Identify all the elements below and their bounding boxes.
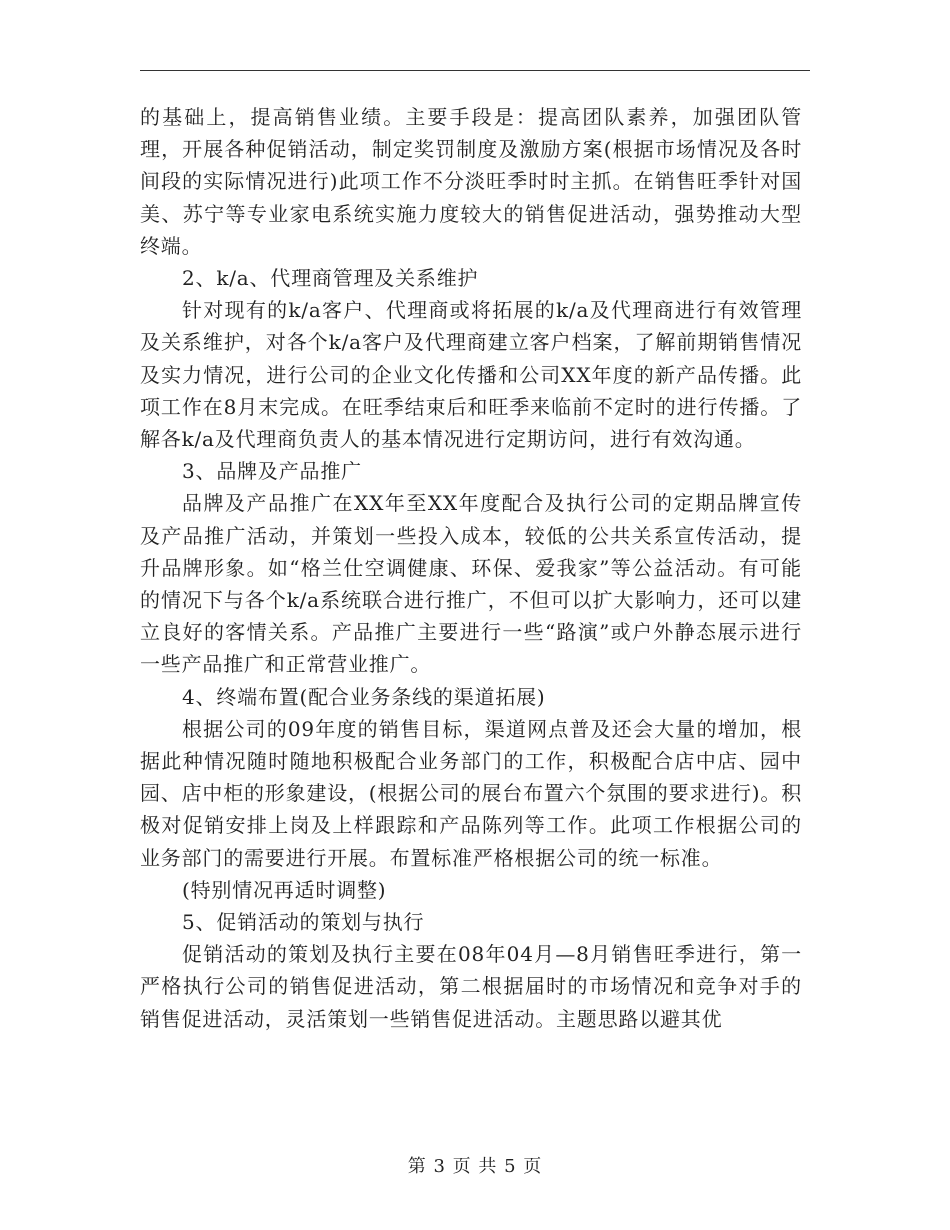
section-heading-4: 4、终端布置(配合业务条线的渠道拓展) [182, 684, 546, 709]
paragraph-8: (特别情况再适时调整) [182, 877, 387, 902]
header-rule [140, 70, 810, 71]
paragraph-5: 品牌及产品推广在XX年至XX年度配合及执行公司的定期品牌宣传及产品推广活动，并策划一些投入成本，较低的公共关系宣传活动，提升品牌形象。如“格兰仕空调健康、环保、爱我家”等公益活动。有可能的情况下与各个k/a系统联合进行推广，不但可以扩大影响力，还可以建立良好的客情关系。产品推广主要进行一些“路演”或户外静态展示进行一些产品推广和正常营业推广。 [140, 491, 802, 677]
paragraph-10: 促销活动的策划及执行主要在08年04月—8月销售旺季进行，第一严格执行公司的销售促进活动，第二根据届时的市场情况和竞争对手的销售促进活动，灵活策划一些销售促进活动。主题思路以避其优 [140, 942, 802, 1031]
page-number: 第 3 页 共 5 页 [407, 1156, 543, 1177]
paragraph-1: 的基础上，提高销售业绩。主要手段是：提高团队素养，加强团队管理，开展各种促销活动，制定奖罚制度及激励方案(根据市场情况及各时间段的实际情况进行)此项工作不分淡旺季时时主抓。在销售旺季针对国美、苏宁等专业家电系统实施力度较大的销售促进活动，强势推动大型终端。 [140, 105, 802, 258]
document-body [140, 101, 802, 1035]
section-heading-5: 5、促销活动的策划与执行 [182, 910, 425, 935]
section-heading-2: 2、k/a、代理商管理及关系维护 [182, 266, 479, 291]
paragraph-3: 针对现有的k/a客户、代理商或将拓展的k/a及代理商进行有效管理及关系维护，对各个k/a客户及代理商建立客户档案，了解前期销售情况及实力情况，进行公司的企业文化传播和公司XX年度的新产品传播。此项工作在8月末完成。在旺季结束后和旺季来临前不定时的进行传播。了解各k/a及代理商负责人的基本情况进行定期访问，进行有效沟通。 [140, 298, 802, 452]
section-heading-3: 3、品牌及产品推广 [182, 459, 362, 484]
paragraph-7: 根据公司的09年度的销售目标，渠道网点普及还会大量的增加，根据此种情况随时随地积极配合业务部门的工作，积极配合店中店、园中园、店中柜的形象建设，(根据公司的展台布置六个氛围的要求进行)。积极对促销安排上岗及上样跟踪和产品陈列等工作。此项工作根据公司的业务部门的需要进行开展。布置标准严格根据公司的统一标准。 [140, 716, 803, 870]
